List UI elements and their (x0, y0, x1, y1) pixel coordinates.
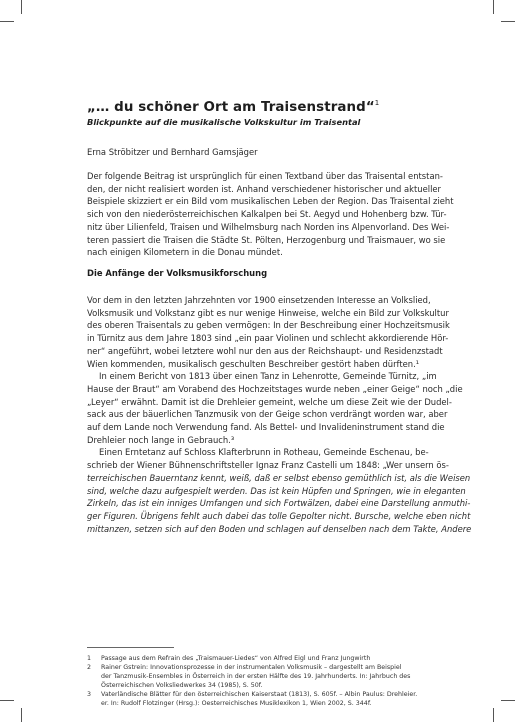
text-line: nitz über Lilienfeld, Traisen und Wilhelmsburg nach Norden ins Alpenvorland. Des Wei- (87, 221, 450, 232)
text-line: Hause der Braut“ am Vorabend des Hochzeitstages wurde neben „einer Geige“ noch „die (87, 383, 463, 394)
text-line: Wien kommenden, musikalisch geschulten Beschreiber gestört haben dürften.¹ (87, 358, 420, 369)
text-line: Der folgende Beitrag ist ursprünglich für einen Textband über das Traisental entstan- (87, 171, 443, 181)
text-line: teren passiert die Traisen die Städte St. Pölten, Herzogenburg und Traismauer, wo sie (87, 234, 446, 245)
footnote-item (87, 663, 432, 690)
crop-mark-top-right-h (501, 21, 515, 22)
text-line: sich von den niederösterreichischen Kalkalpen bei St. Aegyd und Hohenberg bzw. Tür- (87, 209, 447, 220)
text-line: den, der nicht realisiert worden ist. Anhand verschiedener historischer und aktueller (87, 183, 441, 194)
footnote-item (87, 690, 432, 708)
footnote-line: Passage aus dem Refrain des „Traismauer-Liedes“ von Alfred Eigl und Franz Jungwirth (101, 655, 371, 662)
page-title (87, 100, 447, 115)
text-line: sind, welche dazu aufgespielt werden. Das ist kein Hüpfen und Springen, wie in eleganten (87, 485, 466, 496)
text-line: schrieb der Wiener Bühnenschriftsteller Ignaz Franz Castelli um 1848: „Wer unsern ös- (87, 460, 449, 471)
footnote-text (101, 690, 432, 708)
text-line: „Leyer“ erwähnt. Damit ist die Drehleier gemeint, welche um diese Zeit wie der Dudel- (87, 396, 452, 407)
text-line: ner“ angeführt, wobei letztere wohl nur den aus der Reichshaupt- und Residenzstadt (87, 345, 443, 356)
text-line: des oberen Traisentals zu geben vermögen: In der Beschreibung einer Hochzeitsmusik (87, 320, 450, 331)
title-text: „… du schöner Ort am Traisenstrand“ (87, 100, 375, 115)
crop-mark-top-right (493, 0, 494, 14)
authors-line: Erna Ströbitzer und Bernhard Gamsjäger (87, 147, 258, 157)
text-line: Zirkeln, das ist ein inniges Umfangen und sich Fortwälzen, dabei eine Darstellung anmuthi- (87, 498, 471, 509)
text-line: Beispiele skizziert er ein Bild vom musikalischen Leben der Region. Das Traisental zieht (87, 196, 454, 207)
footnote-line: der Tanzmusik-Ensembles in Österreich in der ersten Hälfte des 19. Jahrhunderts. In: Jahrbuch des (101, 673, 411, 681)
footnotes (87, 654, 432, 709)
text-line: nach einigen Kilometern in die Donau mündet. (87, 247, 283, 258)
footnote-line: Rainer Gstrein: Innovationsprozesse in der instrumentalen Volksmusik – dargestellt am Beispiel (101, 664, 402, 672)
crop-mark-bottom-left (21, 708, 22, 722)
footnote-line: Österreichischen Volksliedwerkes 34 (1985), S. 50f. (101, 682, 263, 690)
title-footnote-marker: 1 (374, 99, 380, 107)
text-line: ger Figuren. Übrigens fehlt auch dabei das tolle Gepolter nicht. Bursche, welche eben nicht (87, 510, 471, 521)
text-line: terreichischen Bauerntanz kennt, weiß, daß er selbst ebenso gemüthlich ist, als die Weisen (87, 472, 471, 483)
text-line: Vor dem in den letzten Jahrzehnten vor 1900 einsetzenden Interesse an Volkslied, (87, 295, 431, 305)
intro-paragraph (87, 170, 454, 259)
crop-mark-top-left (21, 0, 22, 14)
crop-mark-bottom-right-h (501, 700, 515, 701)
text-line: Volksmusik und Volkstanz gibt es nur wenige Hinweise, welche ein Bild zur Volkskultur (87, 307, 449, 318)
footnote-number: 1 (87, 655, 92, 662)
text-line: Einen Erntetanz auf Schloss Klafterbrunn in Rotheau, Gemeinde Eschenau, be- (99, 447, 429, 458)
page-subtitle: Blickpunkte auf die musikalische Volkskultur im Traisental (87, 117, 361, 127)
text-line: auf dem Lande noch Verwendung fand. Als Bettel- und Invalideninstrument stand die (87, 422, 445, 433)
footnote-number: 3 (87, 691, 92, 699)
footnote-divider (87, 647, 174, 648)
text-line: In einem Bericht von 1813 über einen Tanz in Lehenrotte, Gemeinde Türnitz, „im (99, 371, 437, 382)
footnote-line: er. In: Rudolf Flotzinger (Hrsg.): Oesterreichisches Musiklexikon 1, Wien 2002, S. 344f. (101, 700, 372, 708)
crop-mark-bottom-left-h (0, 700, 14, 701)
footnote-text (101, 654, 432, 663)
footnote-item (87, 654, 432, 663)
footnote-number: 2 (87, 664, 92, 672)
body-text (87, 294, 472, 535)
section-heading: Die Anfänge der Volksmusikforschung (87, 268, 268, 278)
footnote-line: Vaterländische Blätter für den österreichischen Kaiserstaat (1813), S. 605f. – Albin Paulus: Drehleier. (101, 691, 418, 699)
text-line: sack aus der bäuerlichen Tanzmusik von der Geige schon verdrängt worden war, aber (87, 409, 448, 420)
text-line: in Türnitz aus dem Jahre 1803 sind „ein paar Violinen und schlecht akkordierende Hör- (87, 333, 449, 344)
text-line: Drehleier noch lange in Gebrauch.³ (87, 434, 235, 445)
footnote-text (101, 663, 432, 690)
text-line: mittanzen, setzen sich auf den Boden und schlagen auf denselben nach dem Takte, Andere (87, 523, 472, 534)
crop-mark-bottom-right (493, 708, 494, 722)
crop-mark-top-left-h (0, 21, 14, 22)
